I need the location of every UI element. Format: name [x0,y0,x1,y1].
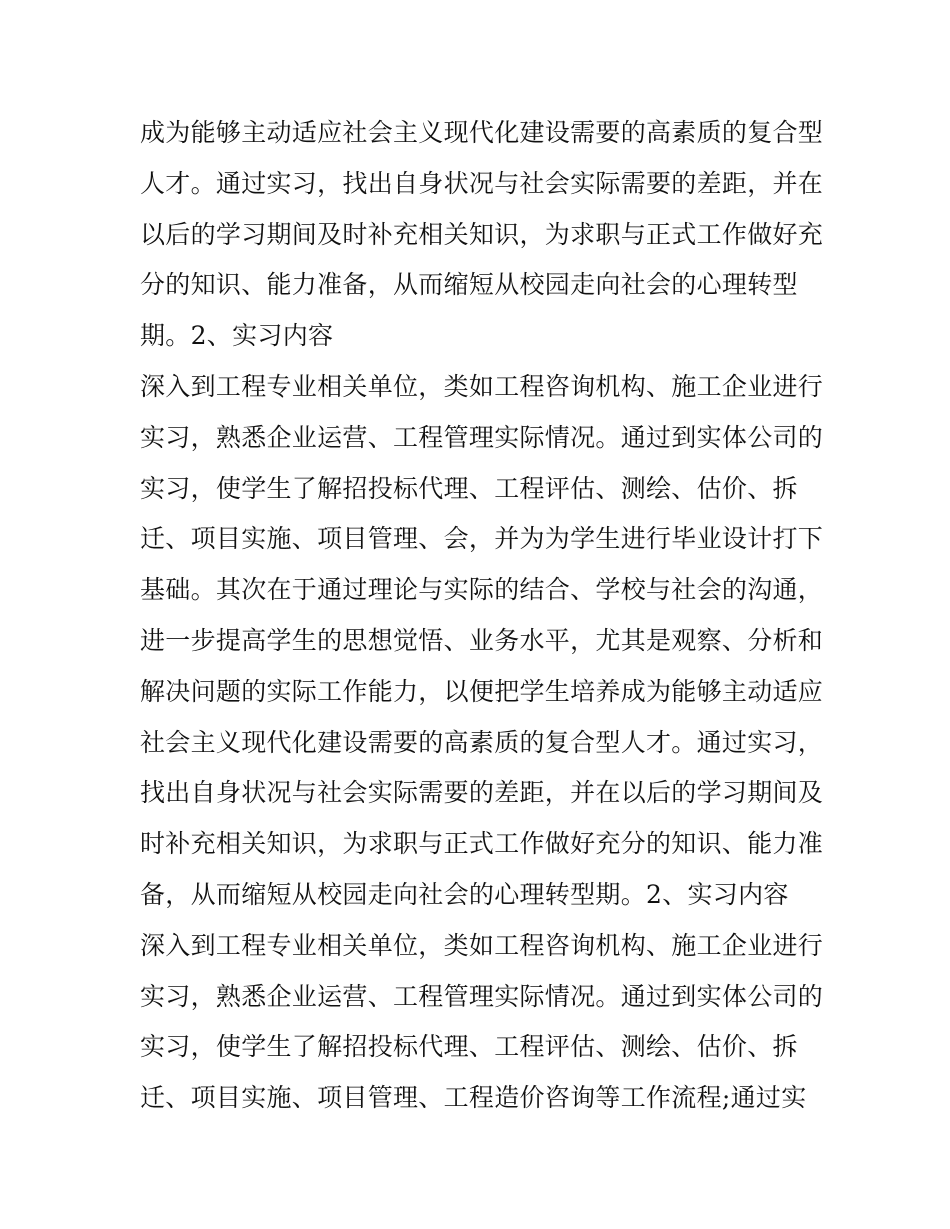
text-line: 深入到工程专业相关单位，类如工程咨询机构、施工企业进行 [140,371,824,401]
text-line: 社会主义现代化建设需要的高素质的复合型人才。通过实习， [140,727,824,757]
text-line: 进一步提高学生的思想觉悟、业务水平，尤其是观察、分析和 [140,625,824,655]
text-line: 实习，熟悉企业运营、工程管理实际情况。通过到实体公司的 [140,422,824,452]
text-line: 找出自身状况与社会实际需要的差距，并在以后的学习期间及 [140,778,824,808]
text-line: 迁、项目实施、项目管理、工程造价咨询等工作流程;通过实 [140,1083,807,1113]
text-line: 基础。其次在于通过理论与实际的结合、学校与社会的沟通， [140,575,824,605]
text-line: 分的知识、能力准备，从而缩短从校园走向社会的心理转型 [140,270,798,300]
text-line: 期。2、实习内容 [140,321,334,351]
text-line: 实习，使学生了解招投标代理、工程评估、测绘、估价、拆 [140,473,798,503]
text-line: 时补充相关知识，为求职与正式工作做好充分的知识、能力准 [140,829,824,859]
text-line: 人才。通过实习，找出自身状况与社会实际需要的差距，并在 [140,168,824,198]
text-line: 实习，使学生了解招投标代理、工程评估、测绘、估价、拆 [140,1032,798,1062]
text-line: 解决问题的实际工作能力，以便把学生培养成为能够主动适应 [140,676,824,706]
text-line: 备，从而缩短从校园走向社会的心理转型期。2、实习内容 [140,879,789,909]
body-text [140,108,824,1124]
text-line: 以后的学习期间及时补充相关知识，为求职与正式工作做好充 [140,219,824,249]
text-line: 迁、项目实施、项目管理、会，并为为学生进行毕业设计打下 [140,524,824,554]
text-line: 实习，熟悉企业运营、工程管理实际情况。通过到实体公司的 [140,981,824,1011]
text-line: 深入到工程专业相关单位，类如工程咨询机构、施工企业进行 [140,930,824,960]
text-line: 成为能够主动适应社会主义现代化建设需要的高素质的复合型 [140,118,824,147]
